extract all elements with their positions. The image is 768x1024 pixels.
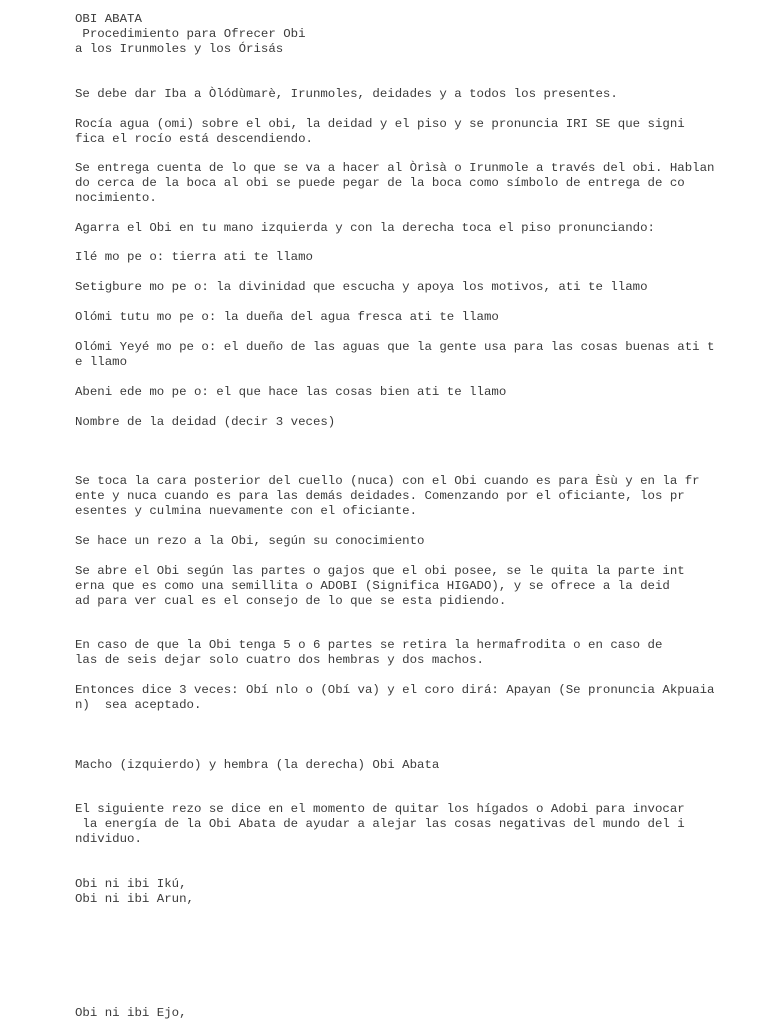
text-line: n) sea aceptado. (75, 698, 202, 712)
text-line: esentes y culmina nuevamente con el oficiante. (75, 504, 418, 518)
text-line: Se abre el Obi según las partes o gajos que el obi posee, se le quita la parte int (75, 564, 685, 578)
doc-title: OBI ABATA (75, 12, 142, 26)
text-line: Se debe dar Iba a Òlódùmarè, Irunmoles, deidades y a todos los presentes. (75, 87, 618, 101)
text-line: Entonces dice 3 veces: Obí nlo o (Obí va) y el coro dirá: Apayan (Se pronuncia Akpuaia (75, 683, 715, 697)
text-line: Abeni ede mo pe o: el que hace las cosas bien ati te llamo (75, 385, 507, 399)
text-line: ente y nuca cuando es para las demás deidades. Comenzando por el oficiante, los pr (75, 489, 685, 503)
prayer-line: Obi ni ibi Arun, (75, 892, 194, 906)
prayer-line: Obi ni ibi Ikú, (75, 877, 187, 891)
text-line: Macho (izquierdo) y hembra (la derecha) Obi Abata (75, 758, 440, 772)
text-line: ad para ver cual es el consejo de lo que se esta pidiendo. (75, 594, 507, 608)
doc-subtitle-line-2: a los Irunmoles y los Órisás (75, 42, 284, 56)
text-line: Olómi tutu mo pe o: la dueña del agua fresca ati te llamo (75, 310, 499, 324)
text-line: Nombre de la deidad (decir 3 veces) (75, 415, 336, 429)
text-line: fica el rocío está descendiendo. (75, 132, 313, 146)
text-line: do cerca de la boca al obi se puede pegar de la boca como símbolo de entrega de co (75, 176, 685, 190)
text-line: e llamo (75, 355, 128, 369)
text-line: Agarra el Obi en tu mano izquierda y con la derecha toca el piso pronunciando: (75, 221, 655, 235)
doc-subtitle-line-1: Procedimiento para Ofrecer Obi (75, 27, 306, 41)
text-line: nocimiento. (75, 191, 157, 205)
text-line: Se toca la cara posterior del cuello (nuca) con el Obi cuando es para Èsù y en la fr (75, 474, 700, 488)
text-line: las de seis dejar solo cuatro dos hembras y dos machos. (75, 653, 484, 667)
text-line: Setigbure mo pe o: la divinidad que escucha y apoya los motivos, ati te llamo (75, 280, 648, 294)
text-line: la energía de la Obi Abata de ayudar a alejar las cosas negativas del mundo del i (75, 817, 685, 831)
text-line: El siguiente rezo se dice en el momento de quitar los hígados o Adobi para invocar (75, 802, 685, 816)
text-line: Rocía agua (omi) sobre el obi, la deidad y el piso y se pronuncia IRI SE que signi (75, 117, 685, 131)
text-line: En caso de que la Obi tenga 5 o 6 partes se retira la hermafrodita o en caso de (75, 638, 663, 652)
prayer-line: Obi ni ibi Ejo, (75, 1006, 187, 1020)
text-line: Se hace un rezo a la Obi, según su conocimiento (75, 534, 425, 548)
text-line: Olómi Yeyé mo pe o: el dueño de las aguas que la gente usa para las cosas buenas ati t (75, 340, 715, 354)
text-line: ndividuo. (75, 832, 142, 846)
text-line: erna que es como una semillita o ADOBI (Significa HIGADO), y se ofrece a la deid (75, 579, 670, 593)
text-line: Ilé mo pe o: tierra ati te llamo (75, 250, 313, 264)
text-line: Se entrega cuenta de lo que se va a hacer al Òrìsà o Irunmole a través del obi. Hablan (75, 161, 715, 175)
